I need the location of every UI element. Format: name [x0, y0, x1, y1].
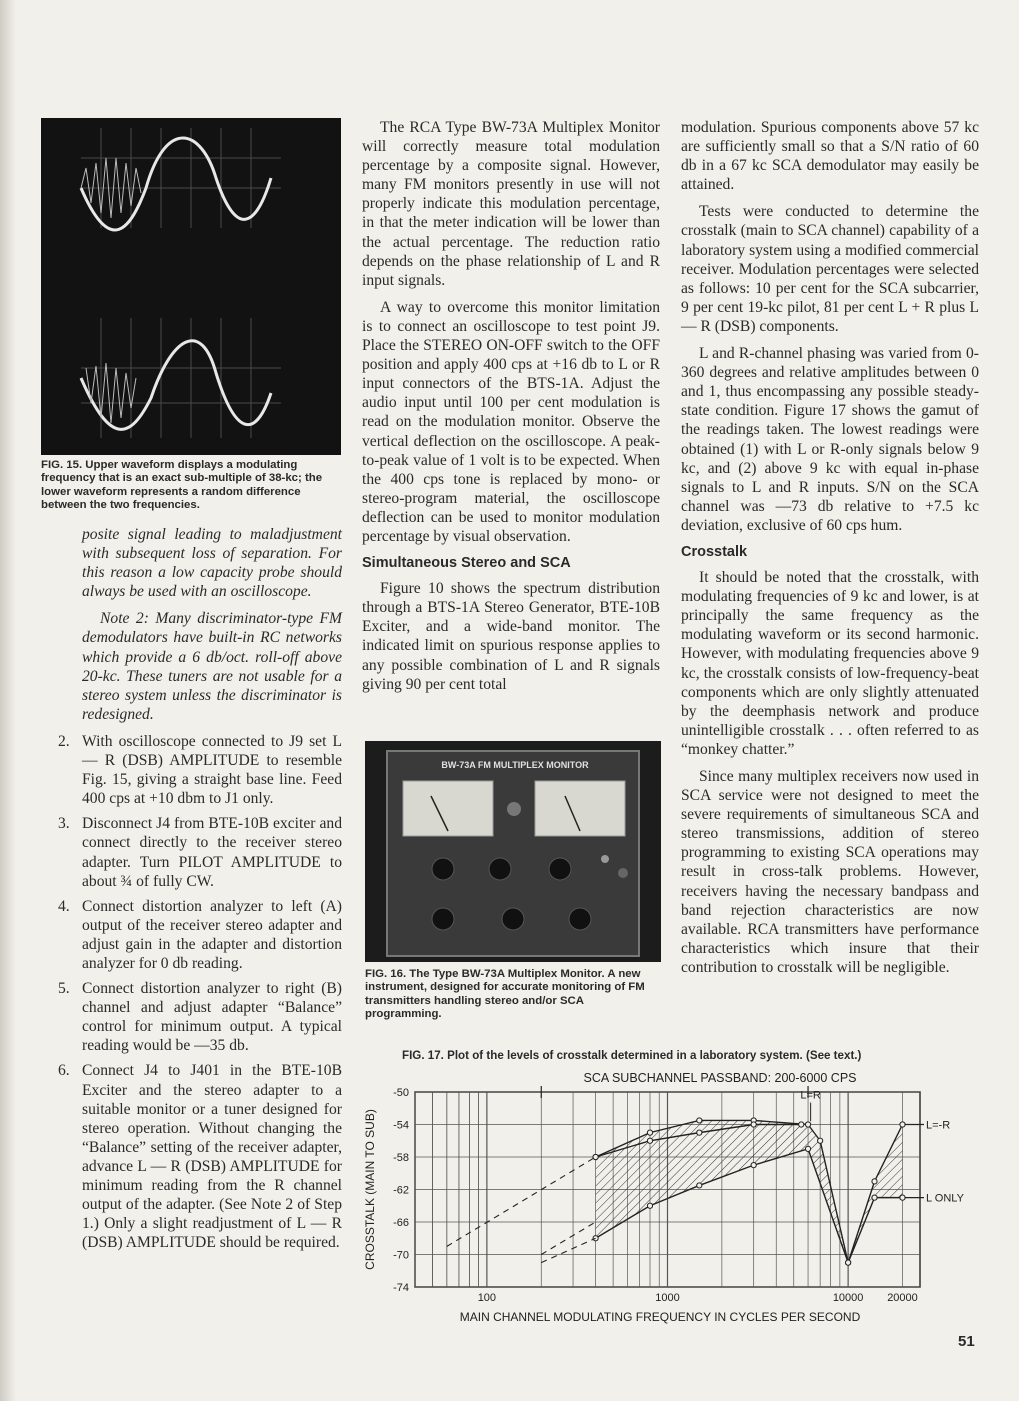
step-number: 4. [58, 897, 70, 915]
page-number: 51 [958, 1333, 975, 1350]
x-axis-label: MAIN CHANNEL MODULATING FREQUENCY IN CYCLES PER SECOND [459, 1310, 861, 1324]
x-tick-label: 10000 [832, 1292, 864, 1304]
series-l-r-point [900, 1122, 905, 1127]
step-number: 2. [58, 732, 70, 750]
x-tick-label: 20000 [887, 1292, 918, 1304]
series-l-only-point [647, 1203, 652, 1208]
series-l-r-point [697, 1118, 702, 1123]
dashed-extension [541, 1238, 595, 1262]
oscilloscope-traces [41, 118, 341, 455]
chart-series [447, 1118, 905, 1265]
fig17-caption: FIG. 17. Plot of the levels of crosstalk determined in a laboratory system. (See text.) [402, 1049, 862, 1062]
col3-paragraph-4: It should be noted that the crosstalk, with modulating frequencies of 9 kc and lower, is at principally the same frequency as the modulating waveform or its second harmonic. However, with modulating frequencies above 9 kc, the crosstalk consists of low-frequency-beat components which are only slightly attenuated by the deemphasis network and produce unintelligible crosstalk . . . often referred to as “monkey chatter.” [681, 569, 979, 758]
fig17-crosstalk-chart [360, 1065, 964, 1325]
column-1 [58, 525, 342, 1258]
y-tick-label: -74 [393, 1282, 409, 1294]
step-text: Disconnect J4 from BTE-10B exciter and connect directly to the receiver stereo adapter. Turn PILOT AMPLITUDE to about ¾ of fully CW. [82, 815, 342, 890]
step-text: Connect distortion analyzer to left (A) output of the receiver stereo adapter and adjust gain in the adapter and distortion analyzer for 0 db reading. [82, 897, 342, 972]
series-l-only-point [751, 1163, 756, 1168]
step-text: Connect distortion analyzer to right (B) channel and adjust adapter “Balance” control for minimum output. A typical reading would be —35 db. [82, 980, 342, 1055]
x-tick-label: 100 [477, 1292, 497, 1304]
fig15-oscilloscope-photo [41, 118, 341, 455]
series-l-only-point [872, 1195, 877, 1200]
step-number: 6. [58, 1062, 70, 1080]
annotation-l-equals-r: L=R [800, 1089, 821, 1102]
series-l-r-point [647, 1138, 652, 1143]
series-l-r-point [751, 1122, 756, 1127]
series-l-only-point [900, 1195, 905, 1200]
step-5 [58, 979, 342, 1055]
section-heading-crosstalk: Crosstalk [681, 543, 748, 560]
series-l-only-point [697, 1183, 702, 1188]
col3-paragraph-3: L and R-channel phasing was varied from 0-360 degrees and relative amplitudes between 0 and 1, thus encompassing any possible steady-state condition. Figure 17 shows the gamut of the readings taken. The lowest readings were obtained (1) with L or R-only signals below 9 kc, and (2) above 9 kc with equal in-phase signals to L and R inputs. S/N on the SCA channel was —73 db relative to +7.5 kc deviation, exclusive of 60 cps hum. [681, 345, 979, 534]
step-4 [58, 897, 342, 973]
section-heading-simultaneous: Simultaneous Stereo and SCA [362, 555, 571, 572]
series-l-r-point [593, 1154, 598, 1159]
panel-label: BW-73A FM MULTIPLEX MONITOR [441, 760, 589, 770]
col1-paragraph-1: posite signal leading to maladjustment with subsequent loss of separation. For this reason a low capacity probe should always be used with an oscilloscope. [82, 526, 342, 601]
y-tick-label: -70 [393, 1249, 409, 1262]
step-6 [58, 1061, 342, 1252]
x-tick-label: 1000 [655, 1292, 680, 1304]
page-gutter [0, 0, 16, 1401]
col2-paragraph-1: The RCA Type BW-73A Multiplex Monitor will correctly measure total modulation percentage by a composite signal. However, many FM monitors presently in use will not properly indicate this modulation percentage, in that the meter indication will be lower than the actual percentage. The reduction ratio depends on the phase relationship of L and R input signals. [362, 119, 660, 289]
col3-paragraph-1: modulation. Spurious components above 57 kc are sufficiently small so that a S/N ratio of 60 db in a 67 kc SCA demodulator may easily be attained. [681, 119, 979, 194]
y-tick-label: -62 [393, 1184, 409, 1197]
fig15-caption: FIG. 15. Upper waveform displays a modulating frequency that is an exact sub-multiple of 38-kc; the lower waveform represents a random difference between the two frequencies. [41, 459, 323, 512]
step-number: 3. [58, 815, 70, 833]
series-l-r-point [818, 1138, 823, 1143]
series-l-r-point [697, 1130, 702, 1135]
series-l-only-point [805, 1146, 810, 1151]
step-text: Connect J4 to J401 in the BTE-10B Exciter and the stereo adapter to a suitable monitor or a tuner designed for stereo operation. Without changing the “Balance” setting of the receiver adapter, advance L — R (DSB) AMPLITUDE for minimum reading from the R channel output of the adapter. (See Note 2 of Step 1.) Only a slight readjustment of L — R (DSB) AMPLITUDE should be required. [82, 1062, 342, 1252]
step-3 [58, 814, 342, 890]
series-l-only-point [593, 1236, 598, 1241]
fig16-caption: FIG. 16. The Type BW-73A Multiplex Monitor. A new instrument, designed for accurate monitoring of FM transmitters handling stereo and/or SCA programming. [365, 968, 645, 1021]
step-number: 5. [58, 980, 70, 998]
annotation-l-only: L ONLY [926, 1192, 964, 1205]
y-tick-label: -58 [393, 1152, 409, 1164]
annotation-l-equals-minus-r: L=-R [926, 1119, 951, 1132]
series-l-r-point [799, 1122, 804, 1127]
y-axis-label: CROSSTALK (MAIN TO SUB) [363, 1109, 377, 1270]
procedure-steps [58, 732, 342, 1252]
y-tick-label: -54 [393, 1119, 409, 1132]
step-text: With oscilloscope connected to J9 set L — R (DSB) AMPLITUDE to resemble Fig. 15, giving a straight base line. Feed 400 cps at +10 dbm to J1 only. [82, 732, 342, 808]
step-2 [58, 732, 342, 808]
column-3 [681, 118, 979, 985]
monitor-illustration [365, 741, 661, 962]
col3-paragraph-2: Tests were conducted to determine the crosstalk (main to SCA channel) capability of a laboratory system using a modified commercial receiver. Modulation percentages were selected as follows: 10 per cent for the SCA subcarrier, 9 per cent 19-kc pilot, 81 per cent L + R plus L — R (DSB) components. [681, 203, 979, 335]
series-l-r-point [805, 1122, 810, 1127]
col1-note-2: Note 2: Many discriminator-type FM demodulators have built-in RC networks which provide a 6 db/oct. roll-off above 20-kc. These tuners are not usable for a stereo system unless the discriminator is redesigned. [82, 610, 342, 723]
column-2 [362, 118, 660, 702]
series-l-r-point [872, 1179, 877, 1184]
series-l-only-point [846, 1260, 851, 1265]
chart-title: SCA SUBCHANNEL PASSBAND: 200-6000 CPS [583, 1071, 857, 1085]
col2-paragraph-3: Figure 10 shows the spectrum distribution through a BTS-1A Stereo Generator, BTE-10B Exciter, and a wide-band monitor. The indicated limit on spurious response applies to any possible combination of L and R signals giving 90 per cent total [362, 580, 660, 693]
y-tick-label: -50 [393, 1087, 409, 1099]
col3-paragraph-5: Since many multiplex receivers now used in SCA service were not designed to meet the severe requirements of simultaneous SCA and stereo transmissions, addition of stereo programming to existing SCA operations may result in cross-talk problems. However, receivers having the necessary bandpass and band rejection characteristics are now available. RCA transmitters have performance characteristics which insure that their contribution to crosstalk will be negligible. [681, 768, 979, 976]
fig16-monitor-photo [365, 741, 661, 962]
col2-paragraph-2: A way to overcome this monitor limitation is to connect an oscilloscope to test point J9. Place the STEREO ON-OFF switch to the OFF position and apply 400 cps at +16 db to L or R input connectors of the BTS-1A. Adjust the audio input until 100 per cent modulation is read on the modulation monitor. Observe the vertical deflection on the oscilloscope. A peak-to-peak value of 1 volt is to be expected. When the 400 cps tone is replaced by mono- or stereo-program material, the oscilloscope deflection can be used to monitor modulation percentage by visual observation. [362, 298, 660, 545]
dashed-extension [541, 1222, 595, 1255]
y-tick-label: -66 [393, 1217, 409, 1229]
series-l-r-point [647, 1130, 652, 1135]
